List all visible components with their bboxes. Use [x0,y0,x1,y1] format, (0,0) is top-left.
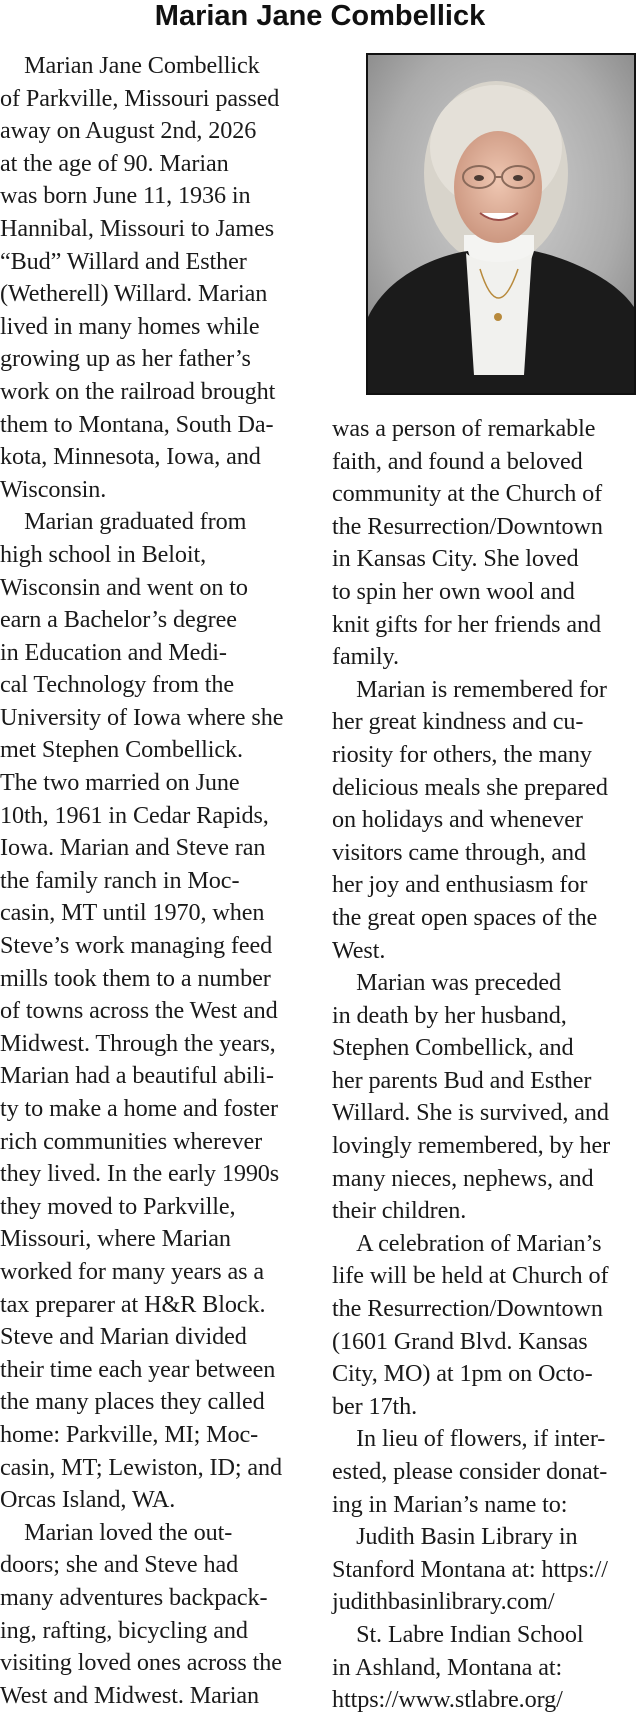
text-line: A celebration of Marian’s [332,1229,602,1257]
text-line: Marian is remembered for [332,675,607,703]
text-line: rich communities wherever [0,1127,263,1155]
text-line: the Resurrection/Downtown [332,1295,603,1323]
text-line: in Education and Medi- [0,638,227,666]
text-line: in Kansas City. She loved [332,545,579,573]
text-line: ested, please consider donat- [332,1458,608,1485]
text-line: ty to make a home and foster [0,1095,278,1122]
text-line: work on the railroad brought [0,377,276,405]
text-line: they lived. In the early 1990s [0,1160,280,1188]
text-line: their time each year between [0,1355,276,1383]
text-line: In lieu of flowers, if inter- [332,1425,606,1453]
text-line: doors; she and Steve had [0,1551,239,1579]
text-line: her parents Bud and Esther [332,1066,592,1094]
text-line: Hannibal, Missouri to James [0,214,275,242]
text-line: https://www.stlabre.org/ [332,1686,563,1714]
text-line: they moved to Parkville, [0,1192,236,1220]
text-line: riosity for others, the many [332,740,592,768]
text-line: City, MO) at 1pm on Octo- [332,1360,593,1388]
text-line: (Wetherell) Willard. Marian [0,280,268,308]
text-line: Stanford Montana at: https:// [332,1555,608,1583]
text-line: West and Midwest. Marian [0,1681,259,1709]
text-line: to spin her own wool and [332,577,575,605]
text-line: Marian loved the out- [0,1518,233,1546]
text-line: the many places they called [0,1388,265,1416]
text-line: (1601 Grand Blvd. Kansas [332,1327,588,1355]
text-line: ing, rafting, bicycling and [0,1616,248,1644]
text-line: ber 17th. [332,1392,418,1420]
text-line: knit gifts for her friends and [332,610,602,638]
text-line: on holidays and whenever [332,806,583,834]
text-line: was born June 11, 1936 in [0,182,251,210]
text-line: growing up as her father’s [0,345,251,373]
text-line: Wisconsin. [0,475,107,503]
text-line: casin, MT until 1970, when [0,899,265,927]
text-line: her great kindness and cu- [332,708,584,736]
text-line: Steve and Marian divided [0,1323,247,1351]
text-line: tax preparer at H&R Block. [0,1290,266,1318]
text-line: life will be held at Church of [332,1262,609,1290]
text-line: casin, MT; Lewiston, ID; and [0,1453,283,1481]
text-line: the family ranch in Moc- [0,866,240,894]
text-line: Marian had a beautiful abili- [0,1062,274,1090]
text-line: 10th, 1961 in Cedar Rapids, [0,801,269,829]
text-line: judithbasinlibrary.com/ [332,1588,555,1616]
text-line: “Bud” Willard and Esther [0,247,247,275]
text-line: community at the Church of [332,480,603,508]
text-line: kota, Minnesota, Iowa, and [0,443,261,471]
text-line: The two married on June [0,769,240,797]
text-line: home: Parkville, MI; Moc- [0,1420,259,1448]
text-line: lovingly remembered, by her [332,1132,611,1160]
text-line: Iowa. Marian and Steve ran [0,834,266,862]
text-line: Stephen Combellick, and [332,1034,574,1062]
text-line: faith, and found a beloved [332,447,583,475]
text-line: visitors came through, and [332,838,587,866]
text-line: St. Labre Indian School [332,1620,584,1648]
portrait-photo [366,53,636,395]
text-line: Marian Jane Combellick [0,52,260,79]
text-line: of towns across the West and [0,997,278,1025]
text-line: was a person of remarkable [332,415,596,442]
text-line: many nieces, nephews, and [332,1164,594,1192]
text-line: Willard. She is survived, and [332,1099,609,1127]
text-line: in death by her husband, [332,1001,567,1029]
text-line: visiting loved ones across the [0,1649,282,1677]
text-line: high school in Beloit, [0,540,207,568]
text-line: many adventures backpack- [0,1583,268,1611]
text-line: the Resurrection/Downtown [332,512,603,540]
text-line: Orcas Island, WA. [0,1486,176,1514]
right-text-column [332,413,640,1717]
text-line: of Parkville, Missouri passed [0,84,280,112]
text-line: cal Technology from the [0,671,234,699]
text-line: their children. [332,1197,467,1225]
text-line: Marian graduated from [0,508,247,536]
text-line: University of Iowa where she [0,703,284,731]
text-line: ing in Marian’s name to: [332,1490,568,1518]
text-line: in Ashland, Montana at: [332,1653,563,1681]
text-line: Marian was preceded [332,969,562,997]
left-text-column [0,50,312,1712]
text-line: at the age of 90. Marian [0,149,229,177]
text-line: her joy and enthusiasm for [332,871,588,899]
obituary-title: Marian Jane Combellick [154,0,486,32]
text-line: Midwest. Through the years, [0,1029,276,1057]
text-line: lived in many homes while [0,312,260,340]
text-line: family. [332,643,399,671]
text-line: Steve’s work managing feed [0,932,273,960]
text-line: Missouri, where Marian [0,1225,231,1253]
text-line: mills took them to a number [0,964,271,992]
text-line: delicious meals she prepared [332,773,608,801]
text-line: West. [332,936,386,964]
portrait-illustration [368,55,634,393]
text-line: them to Montana, South Da- [0,410,274,438]
text-line: Judith Basin Library in [332,1523,578,1551]
text-line: earn a Bachelor’s degree [0,606,237,634]
text-line: away on August 2nd, 2026 [0,117,257,145]
text-line: worked for many years as a [0,1257,265,1285]
text-line: Wisconsin and went on to [0,573,248,601]
text-line: met Stephen Combellick. [0,736,243,764]
text-line: the great open spaces of the [332,903,598,931]
